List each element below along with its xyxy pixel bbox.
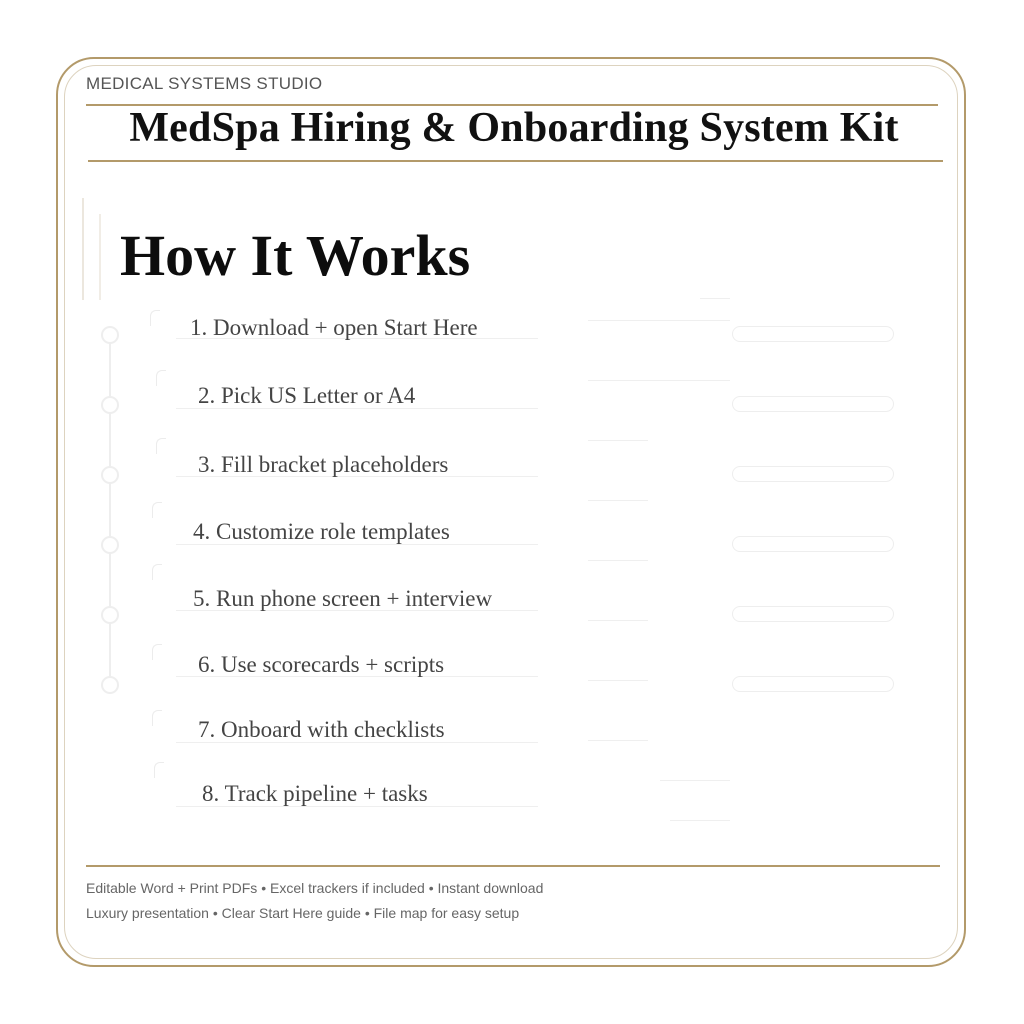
ghost-pill (732, 606, 894, 622)
section-accent-bar (82, 198, 84, 300)
ghost-bracket (152, 710, 162, 726)
ghost-line (588, 620, 648, 621)
ghost-pill (732, 466, 894, 482)
timeline-node (101, 466, 119, 484)
inner-frame (64, 65, 958, 959)
footer-features-line: Editable Word + Print PDFs • Excel trackers if included • Instant download (86, 880, 544, 896)
ghost-line (588, 680, 648, 681)
ghost-line (588, 500, 648, 501)
step-3: 3. Fill bracket placeholders (198, 452, 449, 477)
ghost-bracket (152, 644, 162, 660)
timeline-node (101, 676, 119, 694)
ghost-line (588, 740, 648, 741)
step-2: 2. Pick US Letter or A4 (198, 383, 416, 408)
timeline-node (101, 326, 119, 344)
ghost-line (588, 440, 648, 441)
timeline-node (101, 606, 119, 624)
ghost-bracket (152, 502, 162, 518)
footer-benefits-line: Luxury presentation • Clear Start Here guide • File map for easy setup (86, 905, 520, 921)
ghost-bracket (156, 370, 166, 386)
ghost-line (670, 820, 730, 821)
timeline-node (101, 536, 119, 554)
step-7: 7. Onboard with checklists (198, 717, 445, 742)
step-1: 1. Download + open Start Here (190, 315, 478, 340)
step-5: 5. Run phone screen + interview (193, 586, 493, 611)
ghost-pill (732, 676, 894, 692)
ghost-line (588, 320, 730, 321)
ghost-pill (732, 326, 894, 342)
ghost-pill (732, 536, 894, 552)
ghost-bracket (154, 762, 164, 778)
section-accent-bar (99, 214, 101, 300)
header-bottom-rule (88, 160, 943, 162)
ghost-line (588, 380, 730, 381)
ghost-line (700, 298, 730, 299)
kit-title: MedSpa Hiring & Onboarding System Kit (129, 105, 899, 151)
step-6: 6. Use scorecards + scripts (198, 652, 445, 677)
brand-label: MEDICAL SYSTEMS STUDIO (86, 74, 323, 93)
ghost-pill (732, 396, 894, 412)
ghost-bracket (156, 438, 166, 454)
timeline-line (109, 334, 111, 686)
ghost-bracket (152, 564, 162, 580)
footer-rule (86, 865, 940, 867)
timeline-node (101, 396, 119, 414)
ghost-line (660, 780, 730, 781)
step-8: 8. Track pipeline + tasks (202, 781, 428, 806)
step-4: 4. Customize role templates (193, 519, 450, 544)
ghost-line (588, 560, 648, 561)
ghost-bracket (150, 310, 160, 326)
section-title: How It Works (120, 223, 471, 288)
